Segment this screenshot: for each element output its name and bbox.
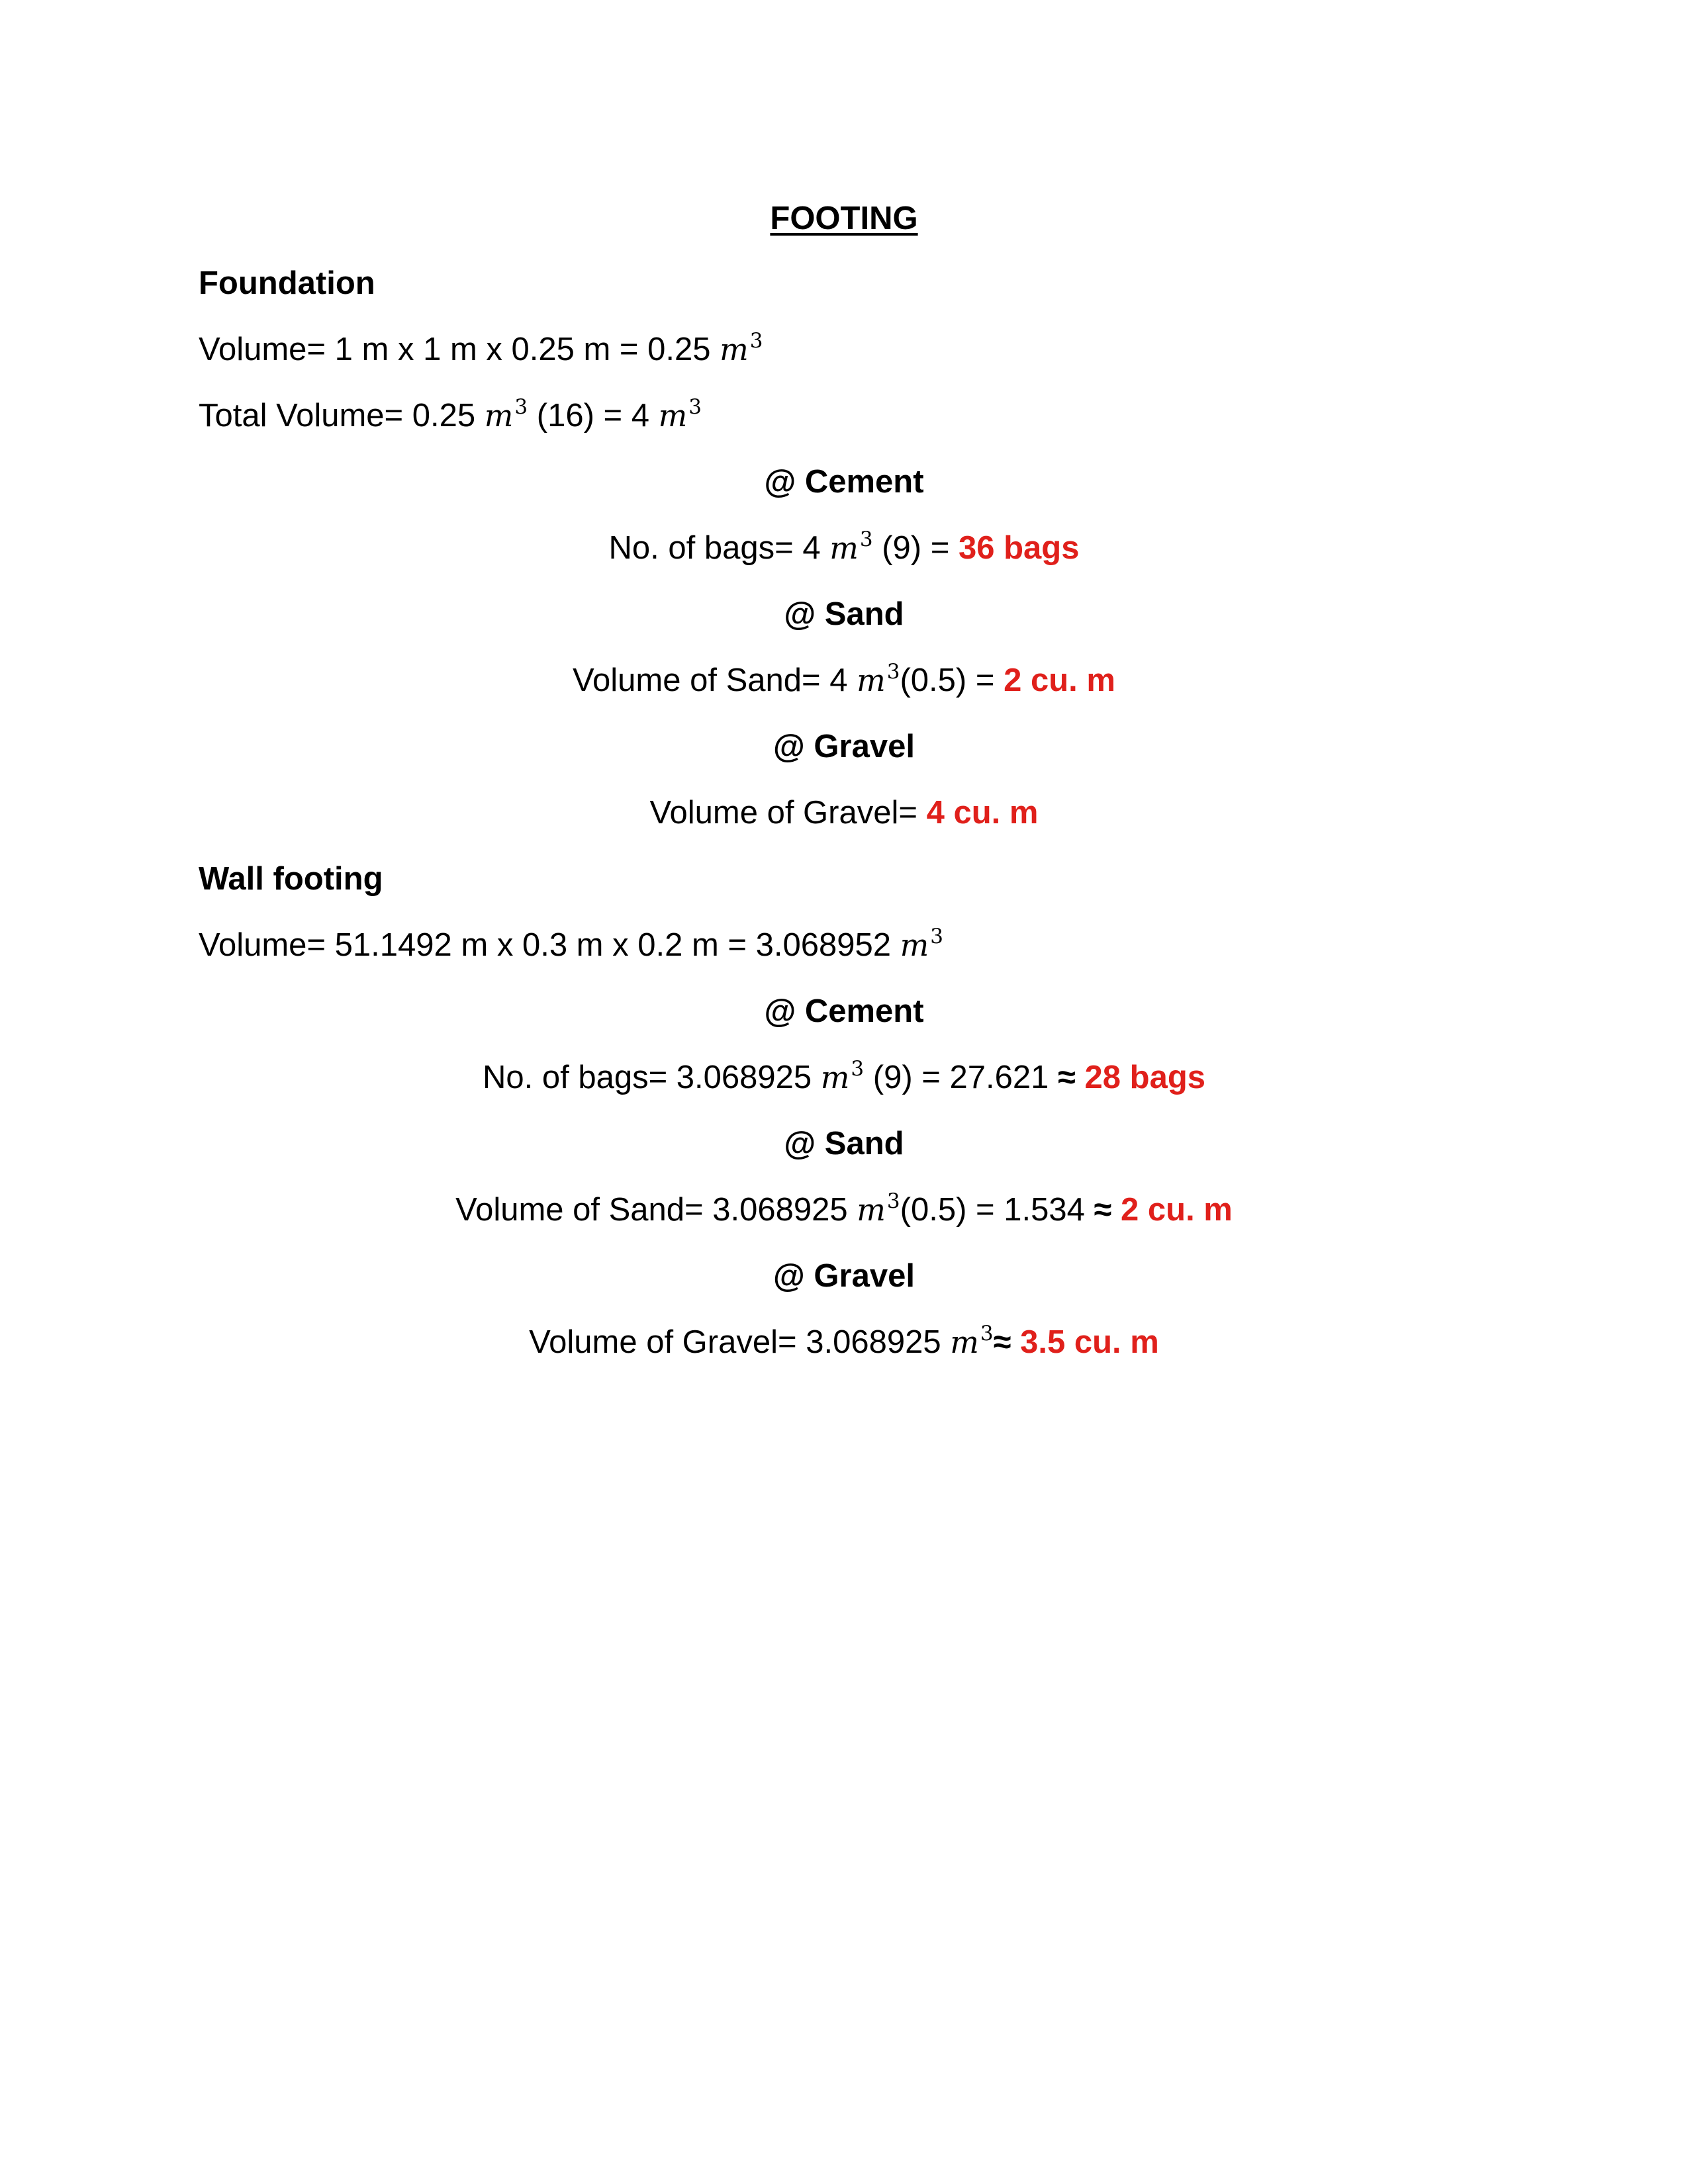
approx-symbol: ≈ bbox=[993, 1324, 1011, 1360]
section-heading-wall-footing: Wall footing bbox=[199, 861, 383, 897]
foundation-cement-bags-line bbox=[0, 528, 1688, 568]
approx-symbol: ≈ bbox=[1094, 1192, 1112, 1228]
foundation-gravel-result: 4 cu. m bbox=[926, 795, 1039, 831]
foundation-cement-result: 36 bags bbox=[958, 530, 1080, 566]
wall-footing-volume-line bbox=[199, 925, 943, 965]
foundation-volume-line bbox=[199, 330, 763, 369]
wall-footing-gravel-volume-line bbox=[0, 1322, 1688, 1362]
wall-footing-sand-volume-text-b: (0.5) = 1.534 bbox=[900, 1192, 1085, 1228]
subheading-wall-footing-gravel: @ Gravel bbox=[773, 1258, 915, 1294]
subheading-foundation-sand: @ Sand bbox=[784, 596, 904, 632]
wall-footing-sand-result: 2 cu. m bbox=[1121, 1192, 1233, 1228]
foundation-total-volume-text-a: Total Volume= 0.25 bbox=[199, 398, 476, 433]
unit-cubic-meter: $m^3$ bbox=[820, 1056, 865, 1095]
wall-footing-gravel-volume-text: Volume of Gravel= 3.068925 bbox=[529, 1324, 941, 1360]
wall-footing-sand-volume-text-a: Volume of Sand= 3.068925 bbox=[455, 1192, 848, 1228]
unit-cubic-meter: $m^3$ bbox=[829, 527, 873, 566]
foundation-volume-text: Volume= 1 m x 1 m x 0.25 m = 0.25 bbox=[199, 332, 711, 367]
foundation-cement-bags-text-a: No. of bags= 4 bbox=[608, 530, 821, 566]
page-title: FOOTING bbox=[770, 201, 918, 236]
section-heading-foundation: Foundation bbox=[199, 265, 375, 301]
subheading-foundation-gravel: @ Gravel bbox=[773, 729, 915, 764]
wall-footing-cement-bags-text-b: (9) = 27.621 bbox=[872, 1060, 1049, 1095]
foundation-gravel-volume-line bbox=[0, 793, 1688, 833]
foundation-sand-result: 2 cu. m bbox=[1004, 662, 1115, 698]
foundation-gravel-volume-text: Volume of Gravel= bbox=[649, 795, 917, 831]
wall-footing-gravel-result: 3.5 cu. m bbox=[1020, 1324, 1159, 1360]
subheading-wall-footing-sand: @ Sand bbox=[784, 1126, 904, 1161]
foundation-total-volume-line bbox=[199, 396, 702, 435]
unit-cubic-meter: $m^3$ bbox=[720, 328, 763, 367]
wall-footing-sand-volume-line bbox=[0, 1190, 1688, 1230]
wall-footing-volume-text: Volume= 51.1492 m x 0.3 m x 0.2 m = 3.068952 bbox=[199, 927, 891, 963]
unit-cubic-meter: $m^3$ bbox=[857, 659, 900, 698]
unit-cubic-meter: $m^3$ bbox=[950, 1321, 994, 1360]
unit-cubic-meter: $m^3$ bbox=[484, 394, 528, 433]
foundation-sand-volume-text-a: Volume of Sand= 4 bbox=[573, 662, 848, 698]
foundation-cement-bags-text-b: (9) = bbox=[882, 530, 950, 566]
foundation-sand-volume-line bbox=[0, 660, 1688, 700]
foundation-sand-volume-text-b: (0.5) = bbox=[900, 662, 995, 698]
subheading-foundation-cement: @ Cement bbox=[764, 464, 924, 500]
foundation-total-volume-text-b: (16) = 4 bbox=[536, 398, 649, 433]
wall-footing-cement-bags-line bbox=[0, 1058, 1688, 1097]
unit-cubic-meter: $m^3$ bbox=[900, 924, 943, 963]
wall-footing-cement-bags-text-a: No. of bags= 3.068925 bbox=[482, 1060, 812, 1095]
wall-footing-cement-result: 28 bags bbox=[1084, 1060, 1206, 1095]
subheading-wall-footing-cement: @ Cement bbox=[764, 993, 924, 1029]
unit-cubic-meter: $m^3$ bbox=[658, 394, 702, 433]
approx-symbol: ≈ bbox=[1058, 1060, 1076, 1095]
unit-cubic-meter: $m^3$ bbox=[857, 1189, 900, 1228]
